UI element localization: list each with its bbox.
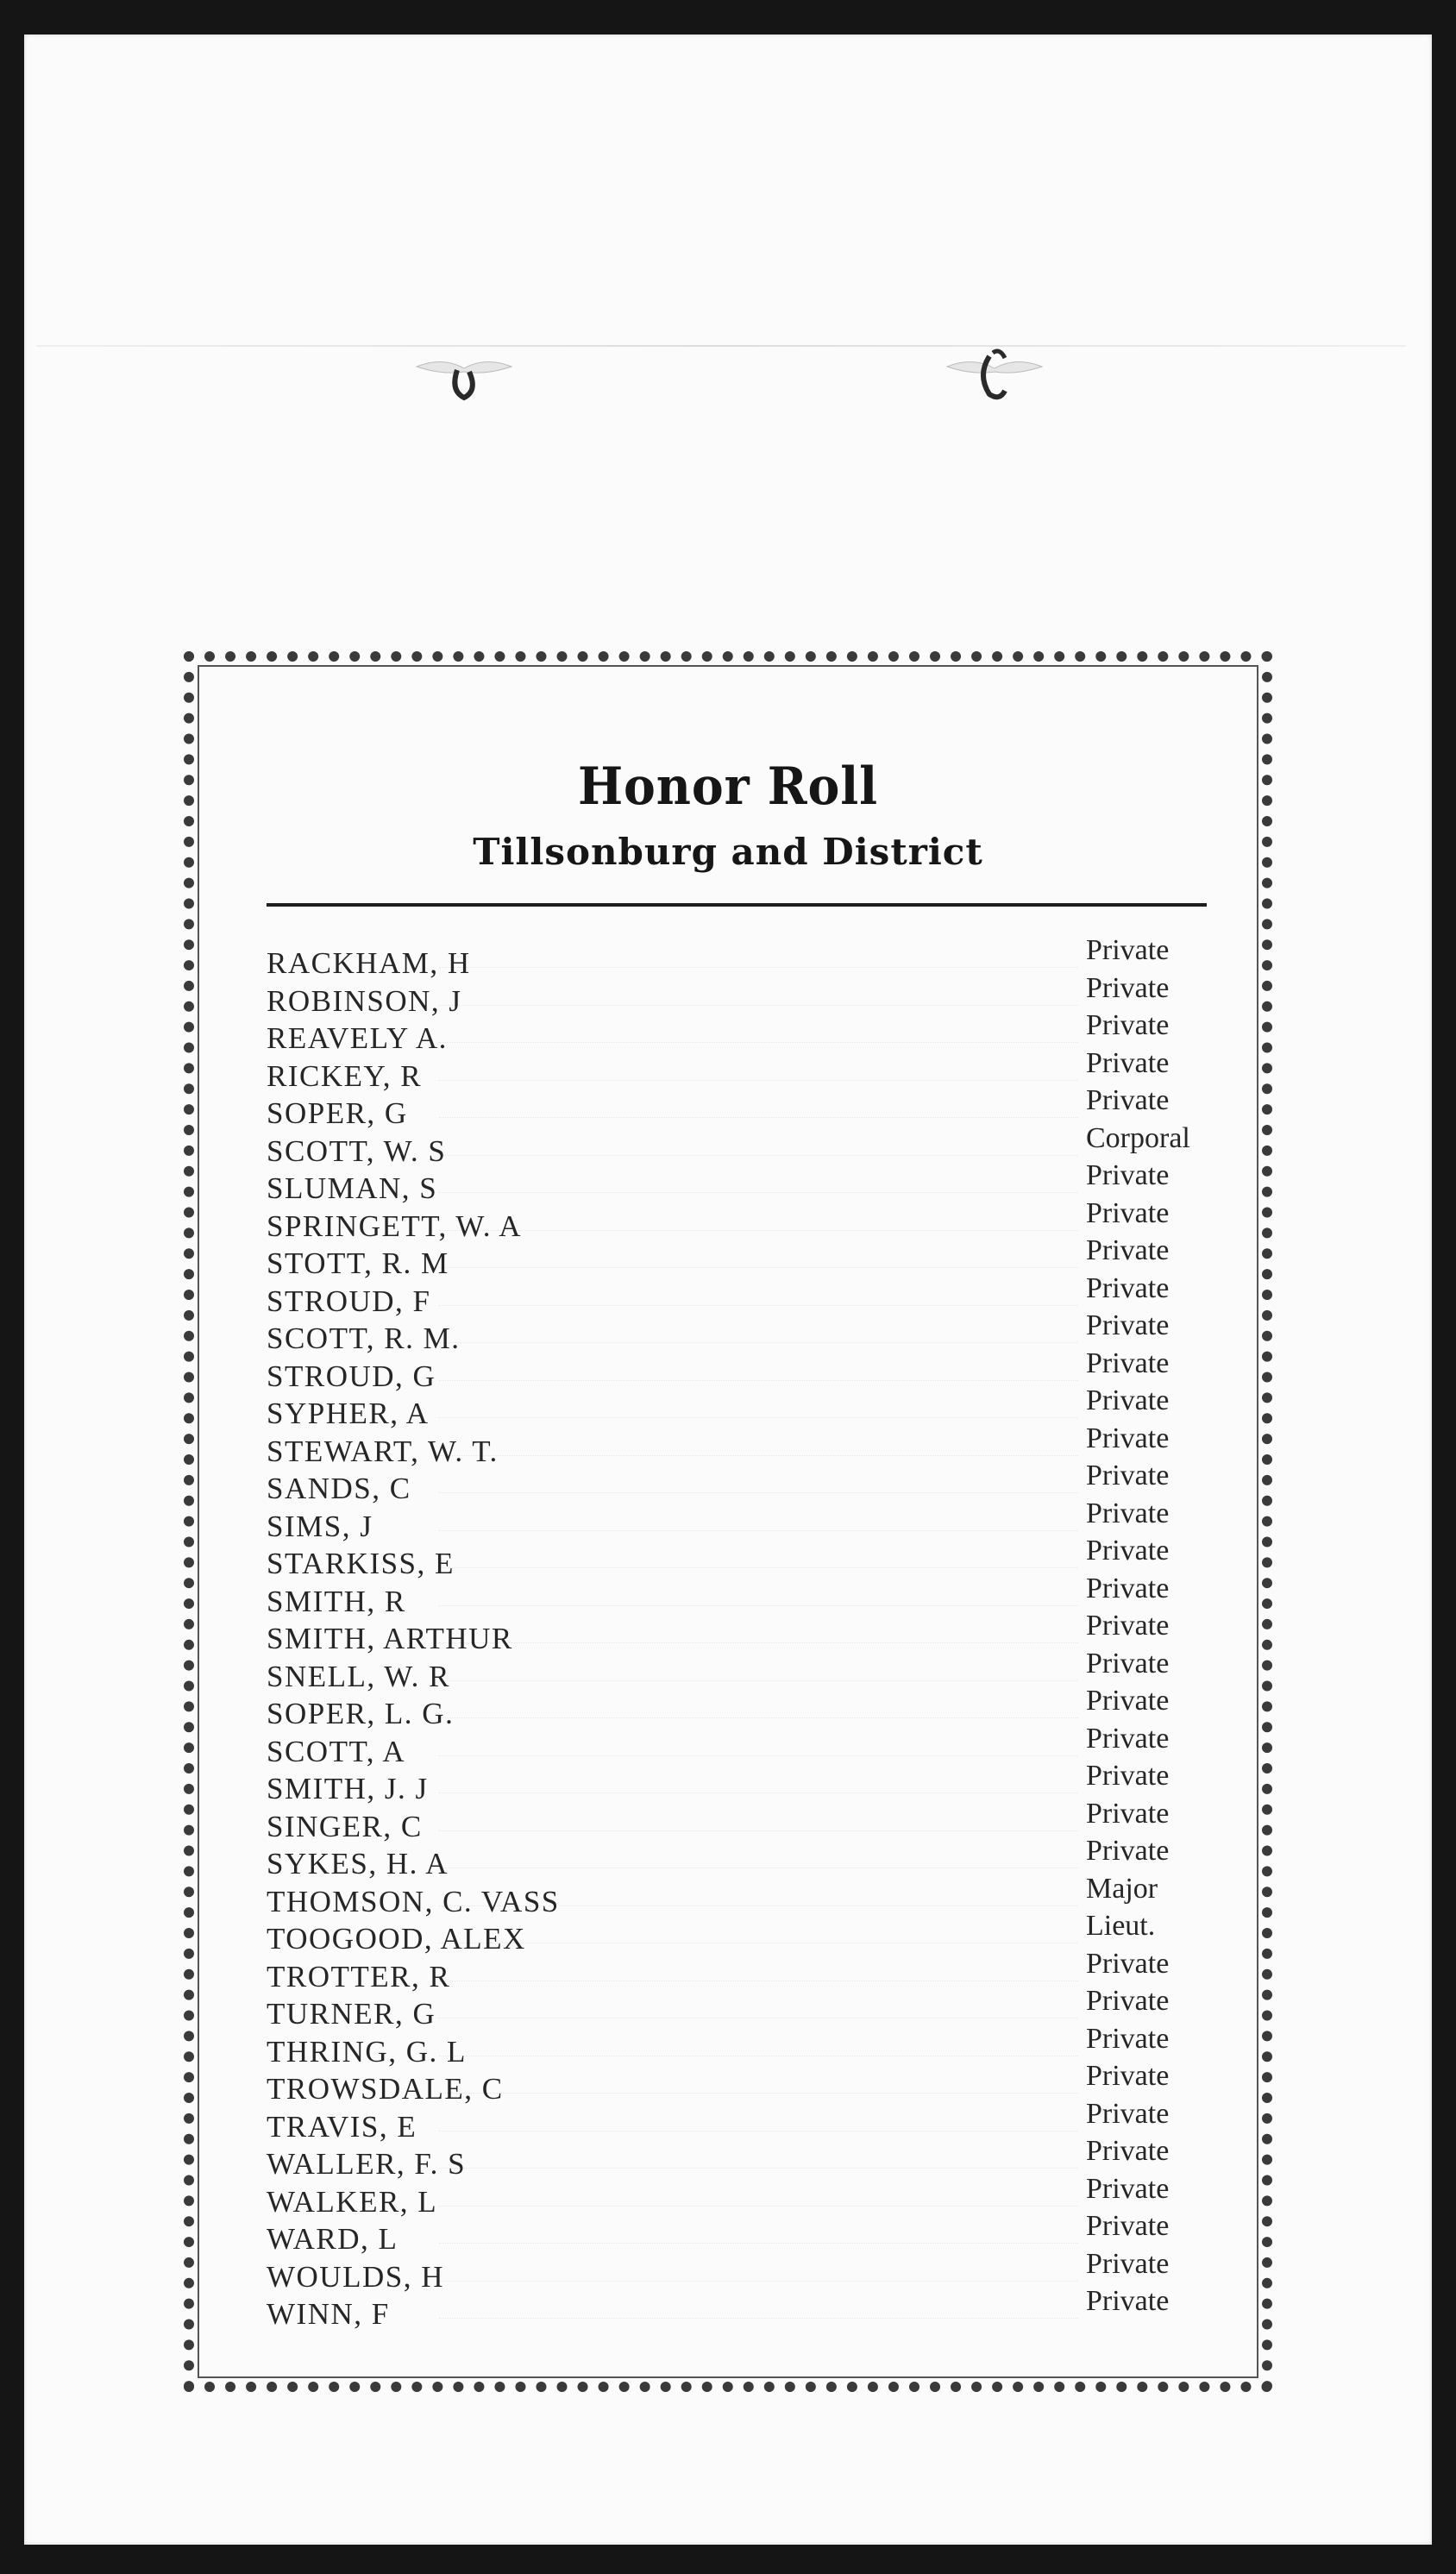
- soldier-rank: Private: [1086, 1535, 1170, 1566]
- punch-hole-icon: [412, 341, 516, 410]
- soldier-name: RACKHAM, H: [267, 946, 471, 980]
- leader-line: [439, 2281, 1077, 2282]
- soldier-name: WINN, F: [267, 2297, 390, 2331]
- soldier-name: STEWART, W. T.: [267, 1434, 499, 1468]
- soldier-name: REAVELY A.: [267, 1021, 448, 1055]
- paper-sheet: [24, 35, 1432, 2545]
- soldier-rank: Private: [1086, 1234, 1170, 1266]
- soldier-name: SOPER, G: [267, 1096, 408, 1130]
- list-item: [267, 1610, 1207, 1655]
- soldier-rank: Private: [1086, 1384, 1170, 1416]
- leader-line: [439, 2206, 1077, 2207]
- list-item: [267, 1460, 1207, 1505]
- soldier-name: WARD, L: [267, 2222, 399, 2256]
- soldier-rank: Private: [1086, 2172, 1170, 2205]
- honor-roll-list: [267, 934, 1207, 2331]
- soldier-rank: Private: [1086, 2097, 1170, 2130]
- leader-line: [439, 1305, 1077, 1306]
- soldier-name: WALKER, L: [267, 2184, 438, 2219]
- soldier-name: WALLER, F. S: [267, 2147, 467, 2181]
- leader-line: [439, 2243, 1077, 2244]
- soldier-rank: Private: [1086, 2060, 1170, 2092]
- soldier-rank: Private: [1086, 1422, 1170, 1454]
- leader-line: [439, 1230, 1077, 1231]
- soldier-name: ROBINSON, J: [267, 983, 462, 1018]
- leader-line: [439, 1005, 1077, 1006]
- soldier-name: TOOGOOD, ALEX: [267, 1922, 526, 1956]
- list-item: [267, 1084, 1207, 1130]
- soldier-name: TURNER, G: [267, 1997, 436, 2031]
- list-item: [267, 1835, 1207, 1880]
- leader-line: [439, 1680, 1077, 1681]
- leader-line: [439, 1155, 1077, 1156]
- soldier-rank: Private: [1086, 1685, 1170, 1717]
- leader-line: [439, 2168, 1077, 2169]
- soldier-rank: Private: [1086, 2135, 1170, 2167]
- soldier-rank: Private: [1086, 1497, 1170, 1529]
- leader-line: [439, 1605, 1077, 1606]
- soldier-rank: Private: [1086, 1985, 1170, 2017]
- page-title: Honor Roll: [577, 757, 879, 817]
- list-item: [267, 1384, 1207, 1430]
- soldier-rank: Private: [1086, 1271, 1170, 1304]
- soldier-rank: Major: [1086, 1872, 1158, 1905]
- soldier-name: SPRINGETT, W. A: [267, 1209, 523, 1243]
- soldier-rank: Private: [1086, 1347, 1170, 1379]
- list-item: [267, 2210, 1207, 2256]
- soldier-name: SMITH, J. J: [267, 1772, 429, 1805]
- leader-line: [439, 1567, 1077, 1568]
- list-item: [267, 1309, 1207, 1355]
- soldier-rank: Lieut.: [1086, 1910, 1156, 1942]
- leader-line: [439, 1042, 1077, 1043]
- punch-hole-icon: [943, 341, 1046, 410]
- leader-line: [439, 1642, 1077, 1643]
- leader-line: [439, 1755, 1077, 1756]
- soldier-rank: Private: [1086, 1947, 1170, 1980]
- soldier-name: TROTTER, R: [267, 1959, 451, 1993]
- soldier-rank: Private: [1086, 1835, 1170, 1867]
- soldier-name: TRAVIS, E: [267, 2109, 417, 2144]
- soldier-name: SLUMAN, S: [267, 1171, 438, 1205]
- list-item: [267, 1685, 1207, 1730]
- soldier-name: SNELL, W. R: [267, 1659, 450, 1693]
- soldier-rank: Private: [1086, 1572, 1170, 1604]
- soldier-rank: Private: [1086, 934, 1170, 966]
- list-item: [267, 1159, 1207, 1205]
- soldier-rank: Private: [1086, 2022, 1170, 2055]
- soldier-name: SCOTT, R. M.: [267, 1322, 461, 1355]
- honor-roll-frame: [184, 651, 1272, 2392]
- soldier-rank: Private: [1086, 1159, 1170, 1191]
- soldier-rank: Private: [1086, 1760, 1170, 1792]
- list-item: [267, 1497, 1207, 1543]
- soldier-name: WOULDS, H: [267, 2259, 444, 2294]
- list-item: [267, 1271, 1207, 1318]
- soldier-rank: Private: [1086, 1084, 1170, 1116]
- soldier-name: SMITH, R: [267, 1584, 406, 1618]
- leader-line: [439, 1792, 1077, 1793]
- soldier-name: TROWSDALE, C: [267, 2072, 504, 2106]
- list-item: [267, 1910, 1207, 1956]
- soldier-name: STROUD, G: [267, 1359, 436, 1393]
- leader-line: [439, 1342, 1077, 1343]
- soldier-name: SMITH, ARTHUR: [267, 1622, 513, 1655]
- soldier-name: SYKES, H. A: [267, 1847, 449, 1880]
- page-subtitle: Tillsonburg and District: [473, 831, 983, 873]
- leader-line: [439, 1530, 1077, 1531]
- leader-line: [439, 967, 1077, 968]
- soldier-rank: Corporal: [1086, 1121, 1190, 1154]
- soldier-name: SCOTT, A: [267, 1734, 406, 1768]
- list-item: [267, 2097, 1207, 2144]
- list-item: [267, 2285, 1207, 2331]
- leader-line: [439, 1192, 1077, 1193]
- list-item: [267, 2135, 1207, 2181]
- list-item: [267, 1722, 1207, 1768]
- list-item: [267, 1647, 1207, 1693]
- leader-line: [439, 1267, 1077, 1268]
- soldier-rank: Private: [1086, 2285, 1170, 2317]
- list-item: [267, 1572, 1207, 1618]
- soldier-rank: Private: [1086, 1196, 1170, 1229]
- soldier-name: SYPHER, A: [267, 1397, 430, 1430]
- leader-line: [439, 1905, 1077, 1906]
- soldier-rank: Private: [1086, 1610, 1170, 1642]
- list-item: [267, 1009, 1207, 1055]
- list-item: [267, 1947, 1207, 1993]
- soldier-rank: Private: [1086, 1309, 1170, 1341]
- soldier-name: SOPER, L. G.: [267, 1697, 455, 1730]
- leader-line: [439, 1492, 1077, 1493]
- leader-line: [439, 1117, 1077, 1118]
- soldier-name: SIMS, J: [267, 1509, 373, 1543]
- list-item: [267, 1196, 1207, 1243]
- list-item: [267, 2060, 1207, 2106]
- list-item: [267, 1347, 1207, 1393]
- title-rule: [267, 903, 1207, 907]
- soldier-rank: Private: [1086, 1460, 1170, 1491]
- list-item: [267, 1985, 1207, 2031]
- list-item: [267, 1422, 1207, 1468]
- soldier-rank: Private: [1086, 1046, 1170, 1079]
- soldier-name: STARKISS, E: [267, 1547, 455, 1580]
- leader-line: [439, 1830, 1077, 1831]
- list-item: [267, 1234, 1207, 1280]
- list-item: [267, 1046, 1207, 1093]
- list-item: [267, 2172, 1207, 2219]
- leader-line: [439, 2093, 1077, 2094]
- soldier-name: SINGER, C: [267, 1809, 423, 1843]
- soldier-rank: Private: [1086, 1647, 1170, 1679]
- leader-line: [439, 1455, 1077, 1456]
- soldier-name: STOTT, R. M: [267, 1246, 449, 1280]
- leader-line: [439, 1380, 1077, 1381]
- list-item: [267, 971, 1207, 1018]
- soldier-name: THRING, G. L: [267, 2034, 467, 2069]
- list-item: [267, 2022, 1207, 2069]
- list-item: [267, 1535, 1207, 1580]
- list-item: [267, 1121, 1207, 1168]
- leader-line: [439, 1080, 1077, 1081]
- leader-line: [439, 1417, 1077, 1418]
- soldier-name: STROUD, F: [267, 1284, 431, 1318]
- fold-line: [36, 345, 1406, 347]
- soldier-name: SANDS, C: [267, 1472, 411, 1505]
- soldier-rank: Private: [1086, 1009, 1170, 1041]
- leader-line: [439, 2318, 1077, 2319]
- soldier-rank: Private: [1086, 2247, 1170, 2280]
- list-item: [267, 1797, 1207, 1843]
- soldier-rank: Private: [1086, 1722, 1170, 1755]
- list-item: [267, 2247, 1207, 2294]
- soldier-name: SCOTT, W. S: [267, 1133, 447, 1168]
- leader-line: [439, 1717, 1077, 1718]
- soldier-name: RICKEY, R: [267, 1058, 423, 1093]
- soldier-rank: Private: [1086, 971, 1170, 1004]
- list-item: [267, 1760, 1207, 1805]
- soldier-rank: Private: [1086, 1797, 1170, 1830]
- list-item: [267, 934, 1207, 980]
- soldier-name: THOMSON, C. VASS: [267, 1884, 560, 1918]
- soldier-rank: Private: [1086, 2210, 1170, 2242]
- list-item: [267, 1872, 1207, 1918]
